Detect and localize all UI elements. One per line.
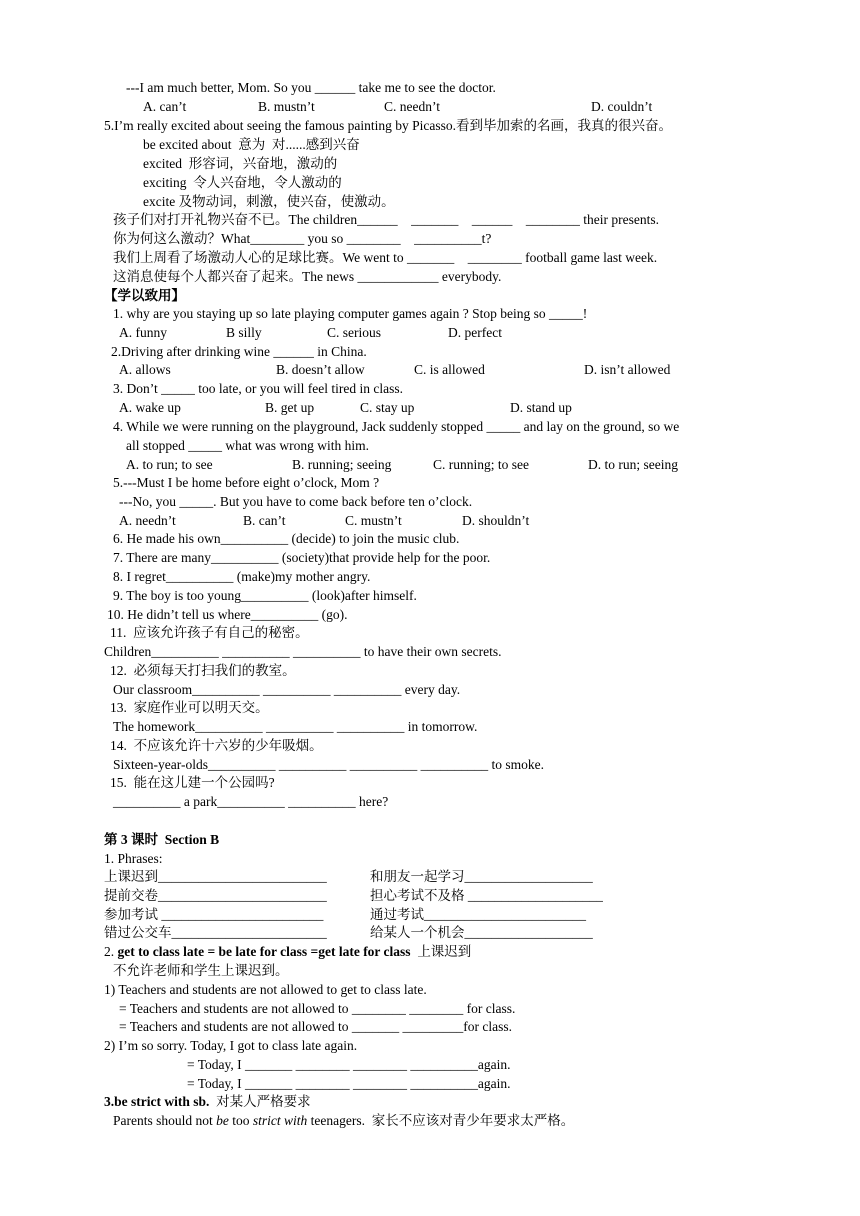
text-line [258,98,315,116]
text-line [113,793,388,811]
text-run: 对某人严格要求 [209,1094,311,1109]
text-line [113,587,417,605]
text-line [104,906,323,924]
text-run: 孩子们对打开礼物兴奋不已。The children______ _______ ______ ________ their presents. [113,212,659,227]
text-run: 7. There are many__________ (society)that provide help for the poor. [113,550,491,565]
text-line [113,249,657,267]
text-run: 和朋友一起学习___________________ [370,869,593,884]
text-run: 15. 能在这儿建一个公园吗? [110,775,275,790]
text-line [384,98,440,116]
text-line [110,737,323,755]
text-run: D. couldn’t [591,99,653,114]
text-run: excite 及物动词，刺激，使兴奋，使激动。 [143,194,395,209]
text-line [265,399,314,417]
text-line [126,79,496,97]
text-line [113,305,587,323]
text-run: Sixteen-year-olds__________ __________ __________ __________ to smoke. [113,757,544,772]
text-run: 2.Driving after drinking wine ______ in China. [111,344,367,359]
text-line [119,324,167,342]
text-run: Our classroom__________ __________ __________ every day. [113,682,461,697]
text-run: 1. why are you staying up so late playing computer games again ? Stop being so _____! [113,306,588,321]
text-line [104,643,501,661]
text-run: C. is allowed [414,362,485,377]
text-line [510,399,572,417]
text-line [113,474,379,492]
text-line [327,324,381,342]
text-run: D. shouldn’t [462,513,530,528]
text-run: C. mustn’t [345,513,402,528]
text-line [370,868,593,886]
text-line [370,924,593,942]
text-run: 1. Phrases: [104,851,163,866]
text-line [104,981,427,999]
text-run: ---I am much better, Mom. So you ______ take me to see the doctor. [126,80,496,95]
text-line [119,512,176,530]
text-run: 9. The boy is too young__________ (look)after himself. [113,588,417,603]
text-run: B. doesn’t allow [276,362,365,377]
text-run: C. needn’t [384,99,440,114]
text-run: D. stand up [510,400,572,415]
text-line [104,287,185,305]
text-run: A. wake up [119,400,181,415]
text-run: Children__________ __________ __________ to have their own secrets. [104,644,502,659]
text-run: excited 形容词，兴奋地，激动的 [143,156,338,171]
text-line [104,850,163,868]
text-run: 6. He made his own__________ (decide) to join the music club. [113,531,460,546]
text-run: = Today, I _______ ________ ________ __________again. [187,1076,511,1091]
text-line [110,774,275,792]
text-run: = Today, I _______ ________ ________ __________again. [187,1057,511,1072]
text-run: 这消息使每个人都兴奋了起来。The news ____________ everybody. [113,269,502,284]
text-line [226,324,262,342]
text-line [113,1112,574,1130]
text-line [113,380,403,398]
text-run: get to class late = be late for class =get late for class [117,944,411,959]
text-line [110,662,296,680]
text-run: B. can’t [243,513,286,528]
text-line [104,117,672,135]
text-line [104,831,219,849]
text-run: 【学以致用】 [104,288,185,303]
text-line [276,361,365,379]
text-line [113,756,544,774]
text-run: ---No, you _____. But you have to come back before ten o’clock. [119,494,473,509]
text-run: D. isn’t allowed [584,362,671,377]
text-run: B silly [226,325,262,340]
text-line [119,399,181,417]
text-line [113,718,477,736]
text-line [584,361,670,379]
text-run: The homework__________ __________ __________ in tomorrow. [113,719,478,734]
text-line [119,1018,512,1036]
text-line [292,456,391,474]
text-line [113,530,459,548]
text-line [243,512,286,530]
text-line [119,1000,515,1018]
text-run: = Teachers and students are not allowed to ________ ________ for class. [119,1001,516,1016]
text-line [104,924,327,942]
text-run: 上课迟到_________________________ [104,869,327,884]
text-run: strict with [252,1113,308,1128]
text-run: B. running; seeing [292,457,392,472]
text-run: 2. [104,944,118,959]
text-run: B. mustn’t [258,99,315,114]
text-run: 第 3 课时 Section B [104,832,220,847]
text-run: C. serious [327,325,381,340]
text-run: 4. While we were running on the playground, Jack suddenly stopped _____ and lay on the ground, so we [113,419,680,434]
text-line [414,361,485,379]
text-run: A. needn’t [119,513,176,528]
text-run: 5.I’m really excited about seeing the famous painting by Picasso.看到毕加索的名画，我真的很兴奋。 [104,118,673,133]
text-line [345,512,402,530]
text-run: teenagers. 家长不应该对青少年要求太严格。 [307,1113,575,1128]
text-run: 错过公交车_______________________ [104,925,327,940]
text-line [113,268,501,286]
text-line [143,193,395,211]
text-line [104,1093,311,1111]
text-line [113,230,491,248]
text-run: be excited about 意为 对......感到兴奋 [143,137,360,152]
text-run: 14. 不应该允许十六岁的少年吸烟。 [110,738,323,753]
text-run: all stopped _____ what was wrong with him. [126,438,369,453]
text-run: B. get up [265,400,315,415]
text-run: D. to run; seeing [588,457,678,472]
text-line [113,549,490,567]
text-run: 3.be strict with sb. [104,1094,210,1109]
text-line [111,343,367,361]
text-line [119,493,472,511]
text-line [113,568,370,586]
text-run: too [228,1113,253,1128]
text-line [360,399,414,417]
text-run: 我们上周看了场激动人心的足球比赛。We went to _______ ________ football game last week. [113,250,658,265]
text-run: 1) Teachers and students are not allowed to get to class late. [104,982,427,997]
text-run: 提前交卷_________________________ [104,888,327,903]
text-run: A. to run; to see [126,457,213,472]
text-run: 8. I regret__________ (make)my mother angry. [113,569,371,584]
text-run: 3. Don’t _____ too late, or you will feel tired in class. [113,381,403,396]
text-run: 不允许老师和学生上课迟到。 [113,963,289,978]
text-line [143,174,342,192]
text-line [107,606,347,624]
text-line [113,418,679,436]
text-run: 给某人一个机会___________________ [370,925,593,940]
text-run: A. funny [119,325,167,340]
text-run: 担心考试不及格 ____________________ [370,888,603,903]
text-line [113,211,659,229]
text-line [104,943,471,961]
text-run: A. allows [119,362,171,377]
text-line [104,887,327,905]
text-run: A. can’t [143,99,187,114]
text-run: 你为何这么激动？What________ you so ________ __________t? [113,231,492,246]
text-line [104,868,327,886]
text-run: = Teachers and students are not allowed to _______ _________for class. [119,1019,512,1034]
text-line [119,361,171,379]
text-line [370,906,586,924]
text-line [462,512,529,530]
text-line [104,1037,357,1055]
text-run: 11. 应该允许孩子有自己的秘密。 [110,625,309,640]
text-line [591,98,652,116]
text-line [370,887,603,905]
text-run: 5.---Must I be home before eight o’clock, Mom ? [113,475,380,490]
text-run: 2) I’m so sorry. Today, I got to class late again. [104,1038,358,1053]
text-line [143,155,337,173]
text-line [448,324,502,342]
text-run: C. running; to see [433,457,529,472]
text-line [187,1056,511,1074]
text-run: D. perfect [448,325,502,340]
text-line [113,681,460,699]
text-line [126,437,369,455]
text-run: 10. He didn’t tell us where__________ (go). [107,607,348,622]
text-run: 12. 必须每天打扫我们的教室。 [110,663,296,678]
text-run: 13. 家庭作业可以明天交。 [110,700,269,715]
text-run: 通过考试________________________ [370,907,586,922]
text-run: 参加考试 ________________________ [104,907,324,922]
text-line [588,456,678,474]
text-line [113,962,289,980]
text-line [126,456,213,474]
text-run: be [216,1113,229,1128]
text-line [110,699,269,717]
text-run: exciting 令人兴奋地，令人激动的 [143,175,342,190]
text-line [110,624,309,642]
text-line [143,98,186,116]
text-line [187,1075,511,1093]
text-run: 上课迟到 [410,944,472,959]
text-run: Parents should not [113,1113,217,1128]
text-run: __________ a park__________ __________ here? [113,794,389,809]
text-run: C. stay up [360,400,415,415]
text-line [433,456,529,474]
text-line [143,136,360,154]
